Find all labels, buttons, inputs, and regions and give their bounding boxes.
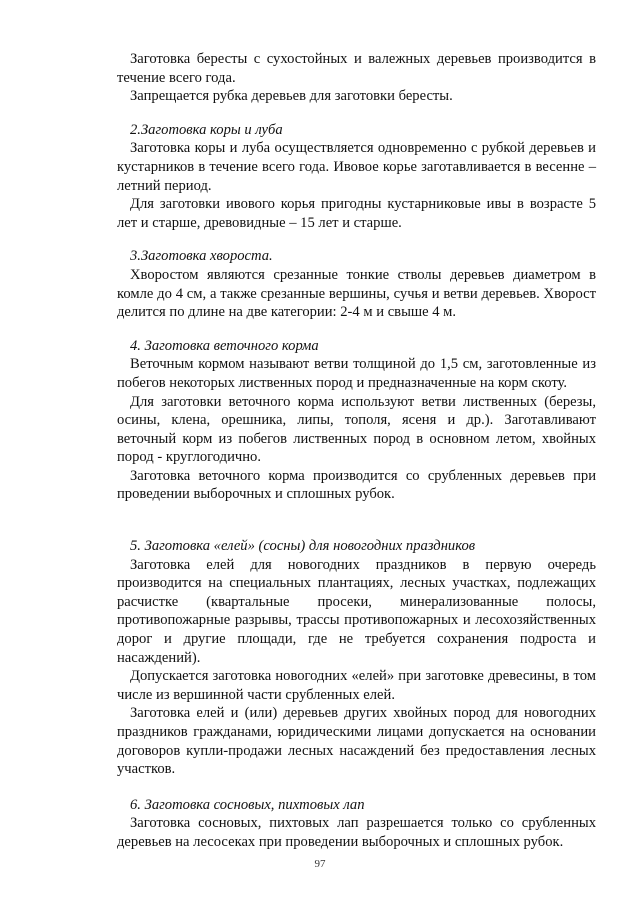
paragraph: Хворостом являются срезанные тонкие стволы деревьев диаметром в комле до 4 см, а также срезанные вершины, сучья и ветви деревьев. Хворост делится по длине на две категории: 2-4 м и свыше 4 м. [117, 266, 596, 321]
section-heading: 6. Заготовка сосновых, пихтовых лап [130, 796, 365, 813]
section-heading: 2.Заготовка коры и луба [130, 121, 283, 138]
paragraph: Для заготовки ивового корья пригодны кустарниковые ивы в возрасте 5 лет и старше, древовидные – 15 лет и старше. [117, 196, 596, 231]
paragraph: Заготовка елей и (или) деревьев других хвойных пород для новогодних праздников гражданами, юридическими лицами допускается на основании договоров купли-продажи лесных насаждений без предоставления лесных участков. [117, 705, 596, 778]
paragraph: Заготовка бересты с сухостойных и валежных деревьев производится в течение всего года. [117, 51, 596, 86]
section-heading: 3.Заготовка хвороста. [130, 248, 273, 265]
paragraph: Заготовка елей для новогодних праздников в первую очередь производится на специальных плантациях, лесных участках, подлежащих расчистке (квартальные просеки, минерализованные полосы, противопожарные разрывы, трассы противопожарных и лесохозяйственных дорог и другие площади, где не требуется сохранения подроста и насаждений). [117, 556, 596, 666]
spacer [117, 504, 596, 537]
paragraph: Допускается заготовка новогодних «елей» при заготовке древесины, в том числе из вершинной части срубленных елей. [117, 668, 596, 703]
spacer [117, 232, 596, 247]
paragraph: Запрещается рубка деревьев для заготовки бересты. [130, 88, 453, 105]
section-heading: 5. Заготовка «елей» (сосны) для новогодних праздников [130, 538, 476, 555]
paragraph: Веточным кормом называют ветви толщиной до 1,5 см, заготовленные из побегов некоторых лиственных пород и предназначенные на корм скоту. [117, 356, 596, 391]
paragraph: Для заготовки веточного корма используют ветви лиственных (березы, осины, клена, орешника, липы, тополя, ясеня и др.). Заготавливают веточный корм из побегов лиственных пород в основном летом, хвойных пород - круглогодично. [117, 393, 596, 466]
section-heading: 4. Заготовка веточного корма [130, 337, 319, 354]
spacer [117, 779, 596, 796]
spacer [117, 322, 596, 337]
page-content [117, 50, 596, 852]
paragraph: Заготовка веточного корма производится со срубленных деревьев при проведении выборочных и сплошных рубок. [117, 467, 596, 503]
spacer [117, 106, 596, 121]
page-number: 97 [314, 858, 326, 870]
paragraph: Заготовка коры и луба осуществляется одновременно с рубкой деревьев и кустарников в течение всего года. Ивовое корье заготавливается в весенне – летний период. [117, 140, 596, 194]
paragraph: Заготовка сосновых, пихтовых лап разрешается только со срубленных деревьев на лесосеках при проведении выборочных и сплошных рубок. [117, 815, 596, 850]
